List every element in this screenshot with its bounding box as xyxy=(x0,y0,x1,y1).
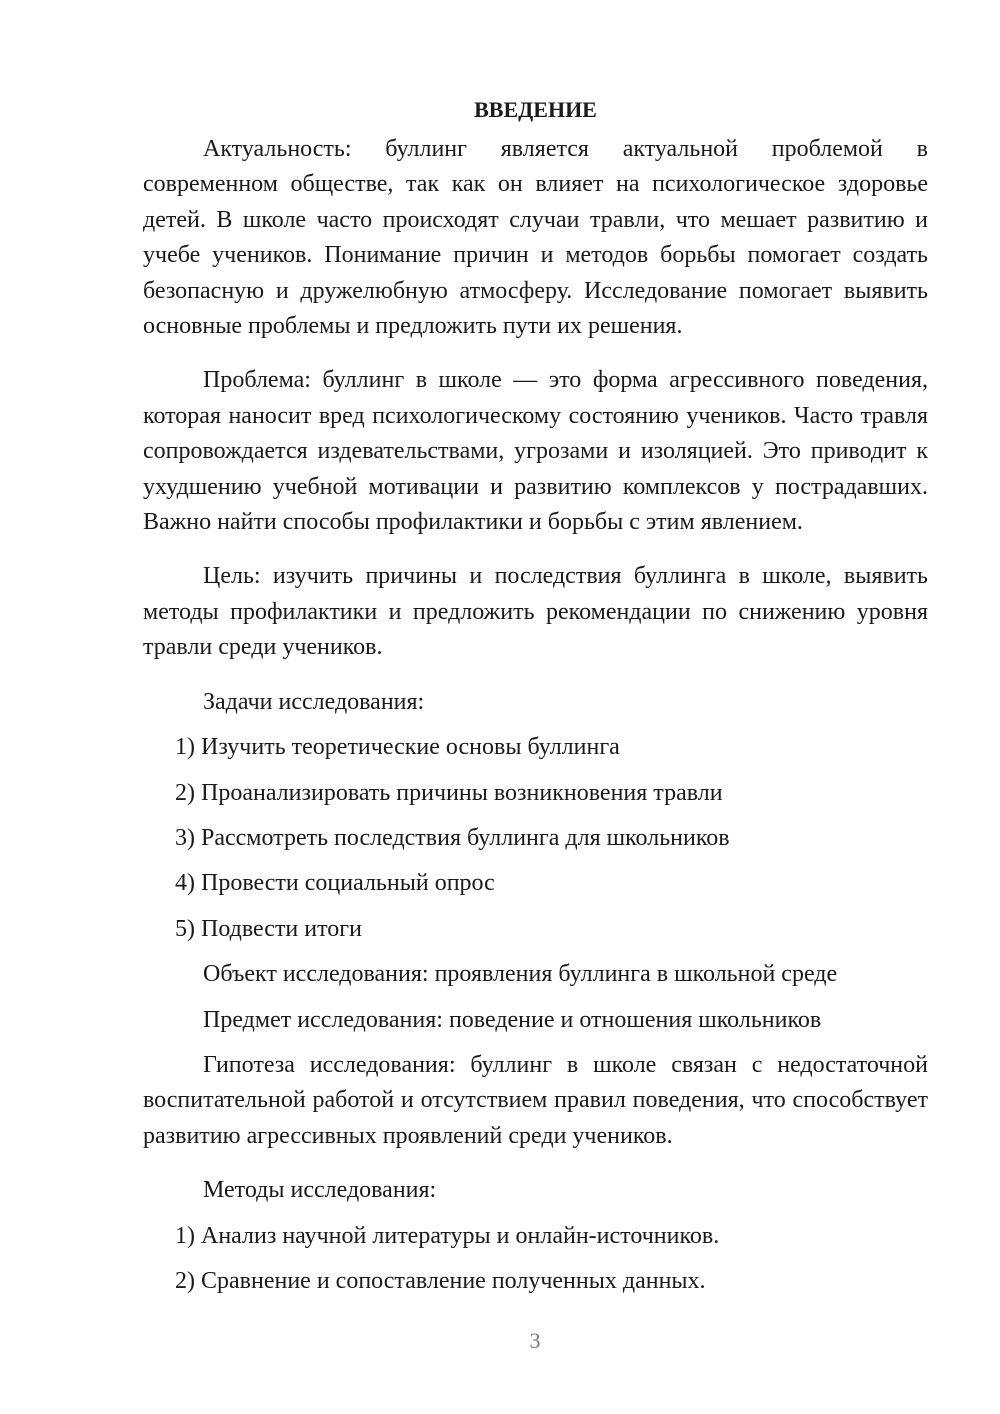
section-title: ВВЕДЕНИЕ xyxy=(474,97,597,122)
research-object: Объект исследования: проявления буллинга в школьной среде xyxy=(203,961,838,988)
goal-paragraph: Цель: изучить причины и последствия буллинга в школе, выявить методы профилактики и предложить рекомендации по снижению уровня травли среди учеников. xyxy=(143,563,928,661)
problem-paragraph: Проблема: буллинг в школе — это форма агрессивного поведения, которая наносит вред психологическому состоянию учеников. Часто травля сопровождается издевательствами, угрозами и изоляцией. Это приводит к ухудшению учебной мотивации и развитию комплексов у пострадавших. Важно найти способы профилактики и борьбы с этим явлением. xyxy=(143,367,928,536)
research-subject: Предмет исследования: поведение и отношения школьников xyxy=(203,1006,822,1033)
methods-list xyxy=(143,1219,928,1300)
relevance-paragraph: Актуальность: буллинг является актуальной проблемой в современном обществе, так как он влияет на психологическое здоровье детей. В школе часто происходят случаи травли, что мешает развитию и учебе учеников. Понимание причин и методов борьбы помогает создать безопасную и дружелюбную атмосферу. Исследование помогает выявить основные проблемы и предложить пути их решения. xyxy=(143,136,928,340)
tasks-heading: Задачи исследования: xyxy=(203,688,425,715)
task-item: 5) Подвести итоги xyxy=(175,915,362,942)
method-item: 1) Анализ научной литературы и онлайн-источников. xyxy=(175,1222,720,1249)
tasks-list xyxy=(143,730,928,947)
task-item: 1) Изучить теоретические основы буллинга xyxy=(175,734,620,761)
task-item: 2) Проанализировать причины возникновения травли xyxy=(175,779,723,806)
page-content xyxy=(143,92,928,1309)
task-item: 4) Провести социальный опрос xyxy=(175,870,495,897)
task-item: 3) Рассмотреть последствия буллинга для школьников xyxy=(175,824,730,851)
page-number: 3 xyxy=(529,1328,541,1353)
method-item: 2) Сравнение и сопоставление полученных данных. xyxy=(175,1267,706,1294)
methods-heading: Методы исследования: xyxy=(203,1177,437,1204)
hypothesis-paragraph: Гипотеза исследования: буллинг в школе связан с недостаточной воспитательной работой и отсутствием правил поведения, что способствует развитию агрессивных проявлений среди учеников. xyxy=(143,1051,928,1149)
